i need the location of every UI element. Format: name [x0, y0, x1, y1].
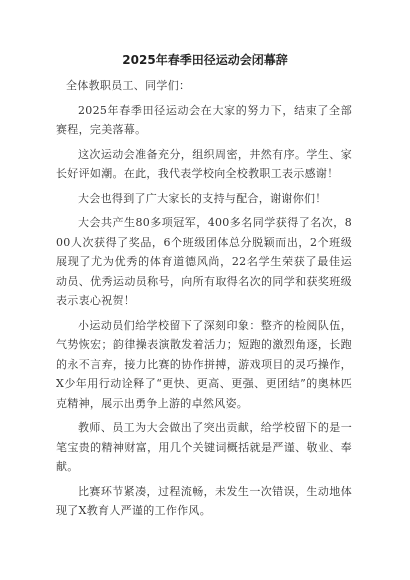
closing-announcement-paragraph: 2025年春季田径运动会在大家的努力下，结束了全部赛程，完美落幕。: [56, 103, 352, 136]
results-paragraph: 大会共产生80多项冠军，400多名同学获得了名次，800人次获得了奖品，6个班级团体总分脱颖而出，2个班级展现了尤为优秀的体育道德风尚，22名学生荣获了最佳运动员、优秀运动员称号，向所有取得名次的同学和获奖班级表示衷心祝贺！: [56, 216, 352, 307]
staff-contribution-paragraph: 教师、员工为大会做出了突出贡献，给学校留下的是一笔宝贵的精神财富，用几个关键词概括就是严谨、敬业、奉献。: [56, 421, 352, 473]
salutation-paragraph: 全体教职员工、同学们：: [66, 79, 191, 92]
competition-process-paragraph: 比赛环节紧凑，过程流畅，未发生一次错误，生动地体现了X教育人严谨的工作作风。: [56, 484, 352, 517]
document-body: [56, 76, 352, 526]
athletes-impression-paragraph: 小运动员们给学校留下了深刻印象：整齐的检阅队伍，气势恢宏；韵律操表演散发着活力；短跑的激烈角逐，长跑的永不言弃，接力比赛的协作拼搏，游戏项目的灵巧操作，X少年用行动诠释了“更快、更高、更强、更团结”的奥林匹克精神，展示出勇争上游的卓然风姿。: [56, 318, 352, 410]
organization-thanks-paragraph: 这次运动会准备充分，组织周密，井然有序。学生、家长好评如潮。在此，我代表学校向全校教职工表示感谢！: [56, 147, 352, 180]
document-title: 2025年春季田径运动会闭幕辞: [122, 53, 288, 67]
parents-thanks-paragraph: 大会也得到了广大家长的支持与配合，谢谢你们！: [78, 191, 327, 205]
